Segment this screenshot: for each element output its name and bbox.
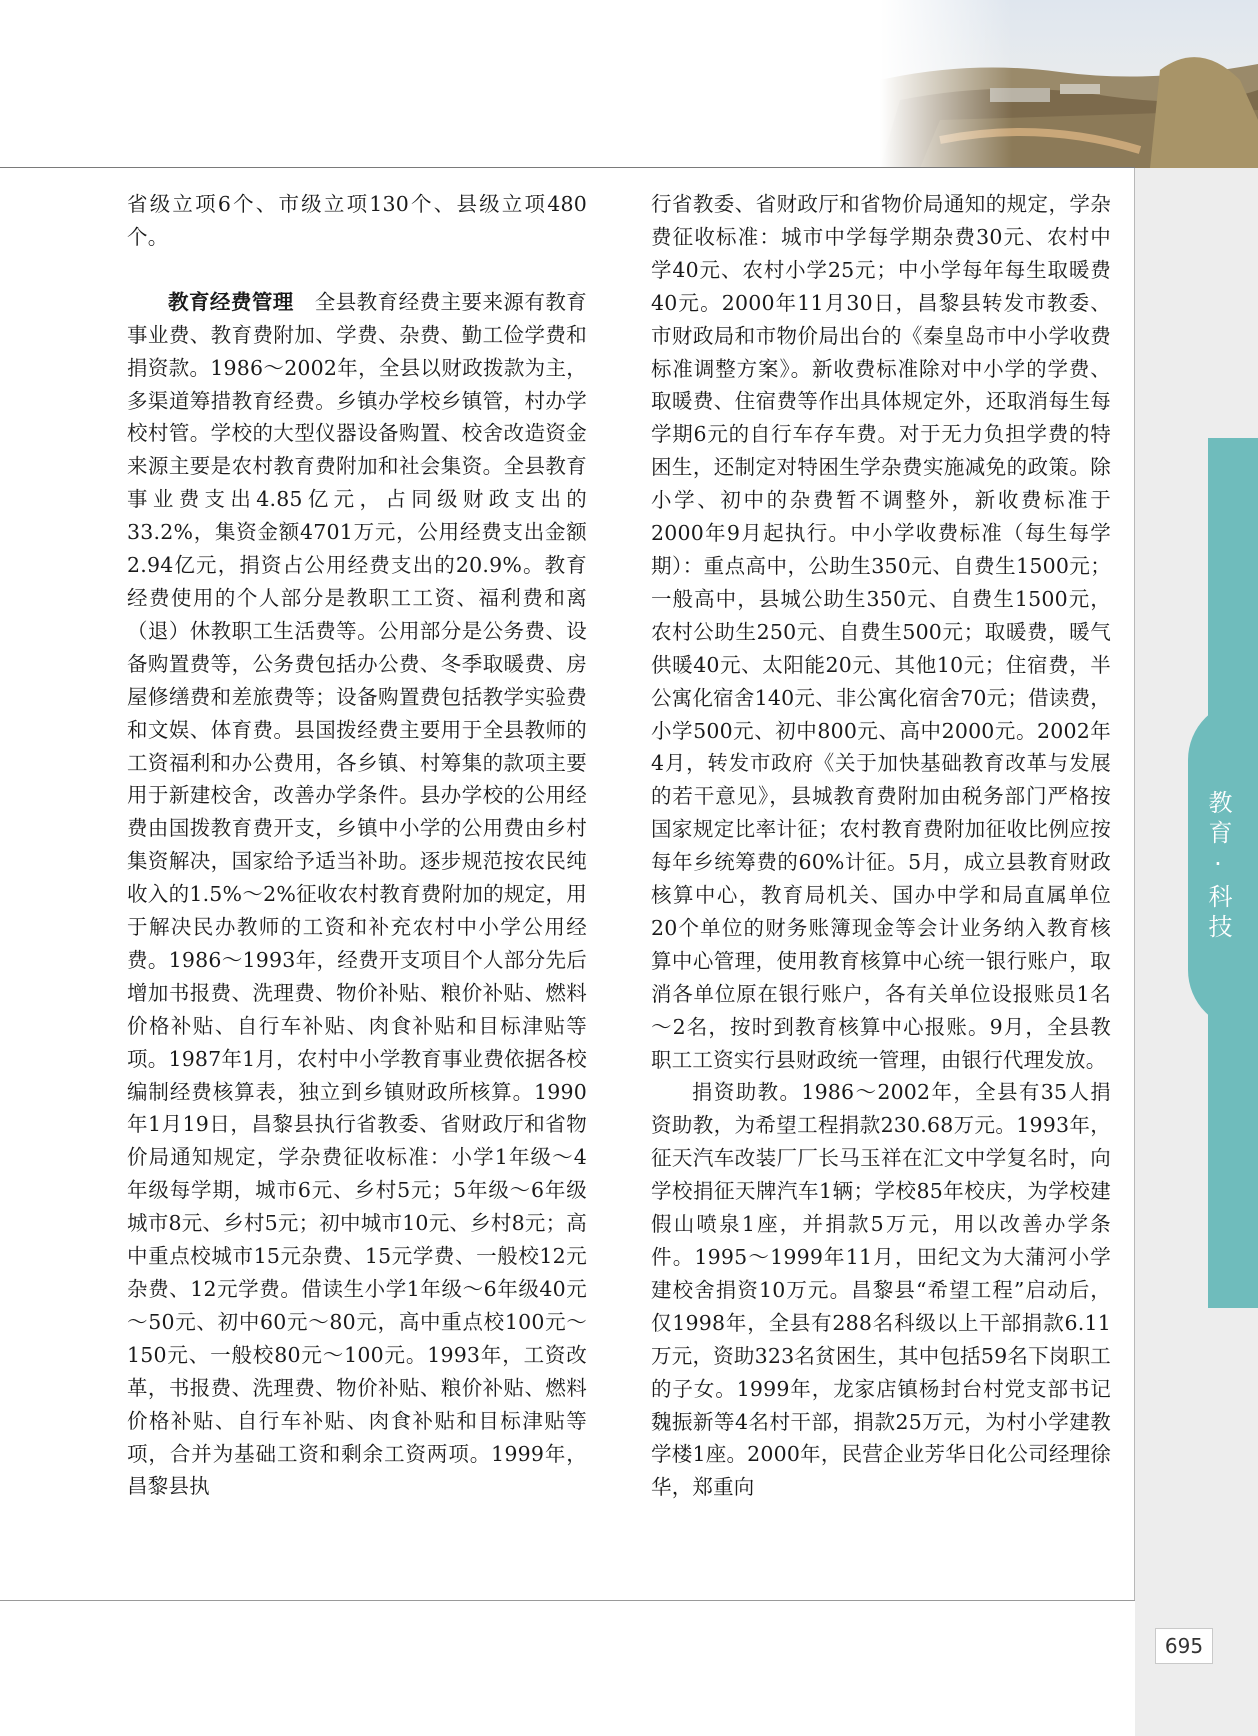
section-label: 教育·科技 [1204, 790, 1232, 944]
page-number: 695 [1155, 1628, 1213, 1664]
content-border [1134, 168, 1135, 1600]
left-paragraph-1: 省级立项6个、市级立项130个、县级立项480个。 [127, 192, 587, 249]
section-heading: 教育经费管理 [168, 289, 294, 314]
section-body: 全县教育经费主要来源有教育事业费、教育费附加、学费、杂费、勤工俭学费和捐资款。1986～2002年，全县以财政拨款为主，多渠道筹措教育经费。乡镇办学校乡镇管，村办学校村管。学校的大型仪器设备购置、校舍改造资金来源主要是农村教育费附加和社会集资。全县教育事业费支出4.85亿元，占同级财政支出的33.2%，集资金额4701万元，公用经费支出金额2.94亿元，捐资占公用经费支出的20.9%。教育经费使用的个人部分是教职工工资、福利费和离（退）休教职工生活费等。公用部分是公务费、设备购置费等，公务费包括办公费、冬季取暖费、房屋修缮费和差旅费等；设备购置费包括教学实验费和文娱、体育费。县国拨经费主要用于全县教师的工资福利和办公费用，各乡镇、村筹集的款项主要用于新建校舍，改善办学条件。县办学校的公用经费由国拨教育费开支，乡镇中小学的公用费由乡村集资解决，国家给予适当补助。逐步规范按农民纯收入的1.5%～2%征收农村教育费附加的规定，用于解决民办教师的工资和补充农村中小学公用经费。1986～1993年，经费开支项目个人部分先后增加书报费、洗理费、物价补贴、粮价补贴、燃料价格补贴、自行车补贴、肉食补贴和目标津贴等项。1987年1月，农村中小学教育事业费依据各校编制经费核算表，独立到乡镇财政所核算。1990年1月19日，昌黎县执行省教委、省财政厅和省物价局通知规定，学杂费征收标准：小学1年级～4年级每学期，城市6元、乡村5元；5年级～6年级城市8元、乡村5元；初中城市10元、乡村8元；高中重点校城市15元杂费、15元学费、一般校12元杂费、12元学费。借读生小学1年级～6年级40元～50元、初中60元～80元，高中重点校100元～150元、一般校80元～100元。1993年，工资改革，书报费、洗理费、物价补贴、粮价补贴、燃料价格补贴、自行车补贴、肉食补贴和目标津贴等项，合并为基础工资和剩余工资两项。1999年，昌黎县执 [127, 289, 587, 1499]
right-paragraph-2: 捐资助教。1986～2002年，全县有35人捐资助教，为希望工程捐款230.68万元。1993年，征天汽车改装厂厂长马玉祥在汇文中学复名时，向学校捐征天牌汽车1辆；学校85年校庆，为学校建假山喷泉1座，并捐款5万元，用以改善办学条件。1995～1999年11月，田纪文为大蒲河小学建校舍捐资10万元。昌黎县“希望工程”启动后，仅1998年，全县有288名科级以上干部捐款6.11万元，资助323名贫困生，其中包括59名下岗职工的子女。1999年，龙家店镇杨封台村党支部书记魏振新等4名村干部，捐款25万元，为村小学建教学楼1座。2000年，民营企业芳华日化公司经理徐华，郑重向 [651, 1080, 1111, 1500]
header-rule [0, 167, 1135, 168]
header-landscape-photo [880, 0, 1258, 168]
page-footer [0, 1600, 1135, 1736]
right-column [651, 188, 1111, 1504]
left-column [127, 188, 587, 1503]
footer-rule [0, 1600, 1135, 1601]
right-paragraph-1: 行省教委、省财政厅和省物价局通知的规定，学杂费征收标准：城市中学每学期杂费30元、农村中学40元、农村小学25元；中小学每年每生取暖费40元。2000年11月30日，昌黎县转发市教委、市财政局和市物价局出台的《秦皇岛市中小学收费标准调整方案》。新收费标准除对中小学的学费、取暖费、住宿费等作出具体规定外，还取消每生每学期6元的自行车存车费。对于无力负担学费的特困生，还制定对特困生学杂费实施减免的政策。除小学、初中的杂费暂不调整外，新收费标准于2000年9月起执行。中小学收费标准（每生每学期）：重点高中，公助生350元、自费生1500元；一般高中，县城公助生350元、自费生1500元，农村公助生250元、自费生500元；取暖费，暖气供暖40元、太阳能20元、其他10元；住宿费，半公寓化宿舍140元、非公寓化宿舍70元；借读费，小学500元、初中800元、高中2000元。2002年4月，转发市政府《关于加快基础教育改革与发展的若干意见》，县城教育费附加由税务部门严格按国家规定比率计征；农村教育费附加征收比例应按每年乡统筹费的60%计征。5月，成立县教育财政核算中心，教育局机关、国办中学和局直属单位20个单位的财务账簿现金等会计业务纳入教育核算中心管理，使用教育核算中心统一银行账户，取消各单位原在银行账户，各有关单位设报账员1名～2名，按时到教育核算中心报账。9月，全县教职工工资实行县财政统一管理，由银行代理发放。 [651, 192, 1111, 1072]
left-paragraph-2 [127, 286, 587, 1504]
